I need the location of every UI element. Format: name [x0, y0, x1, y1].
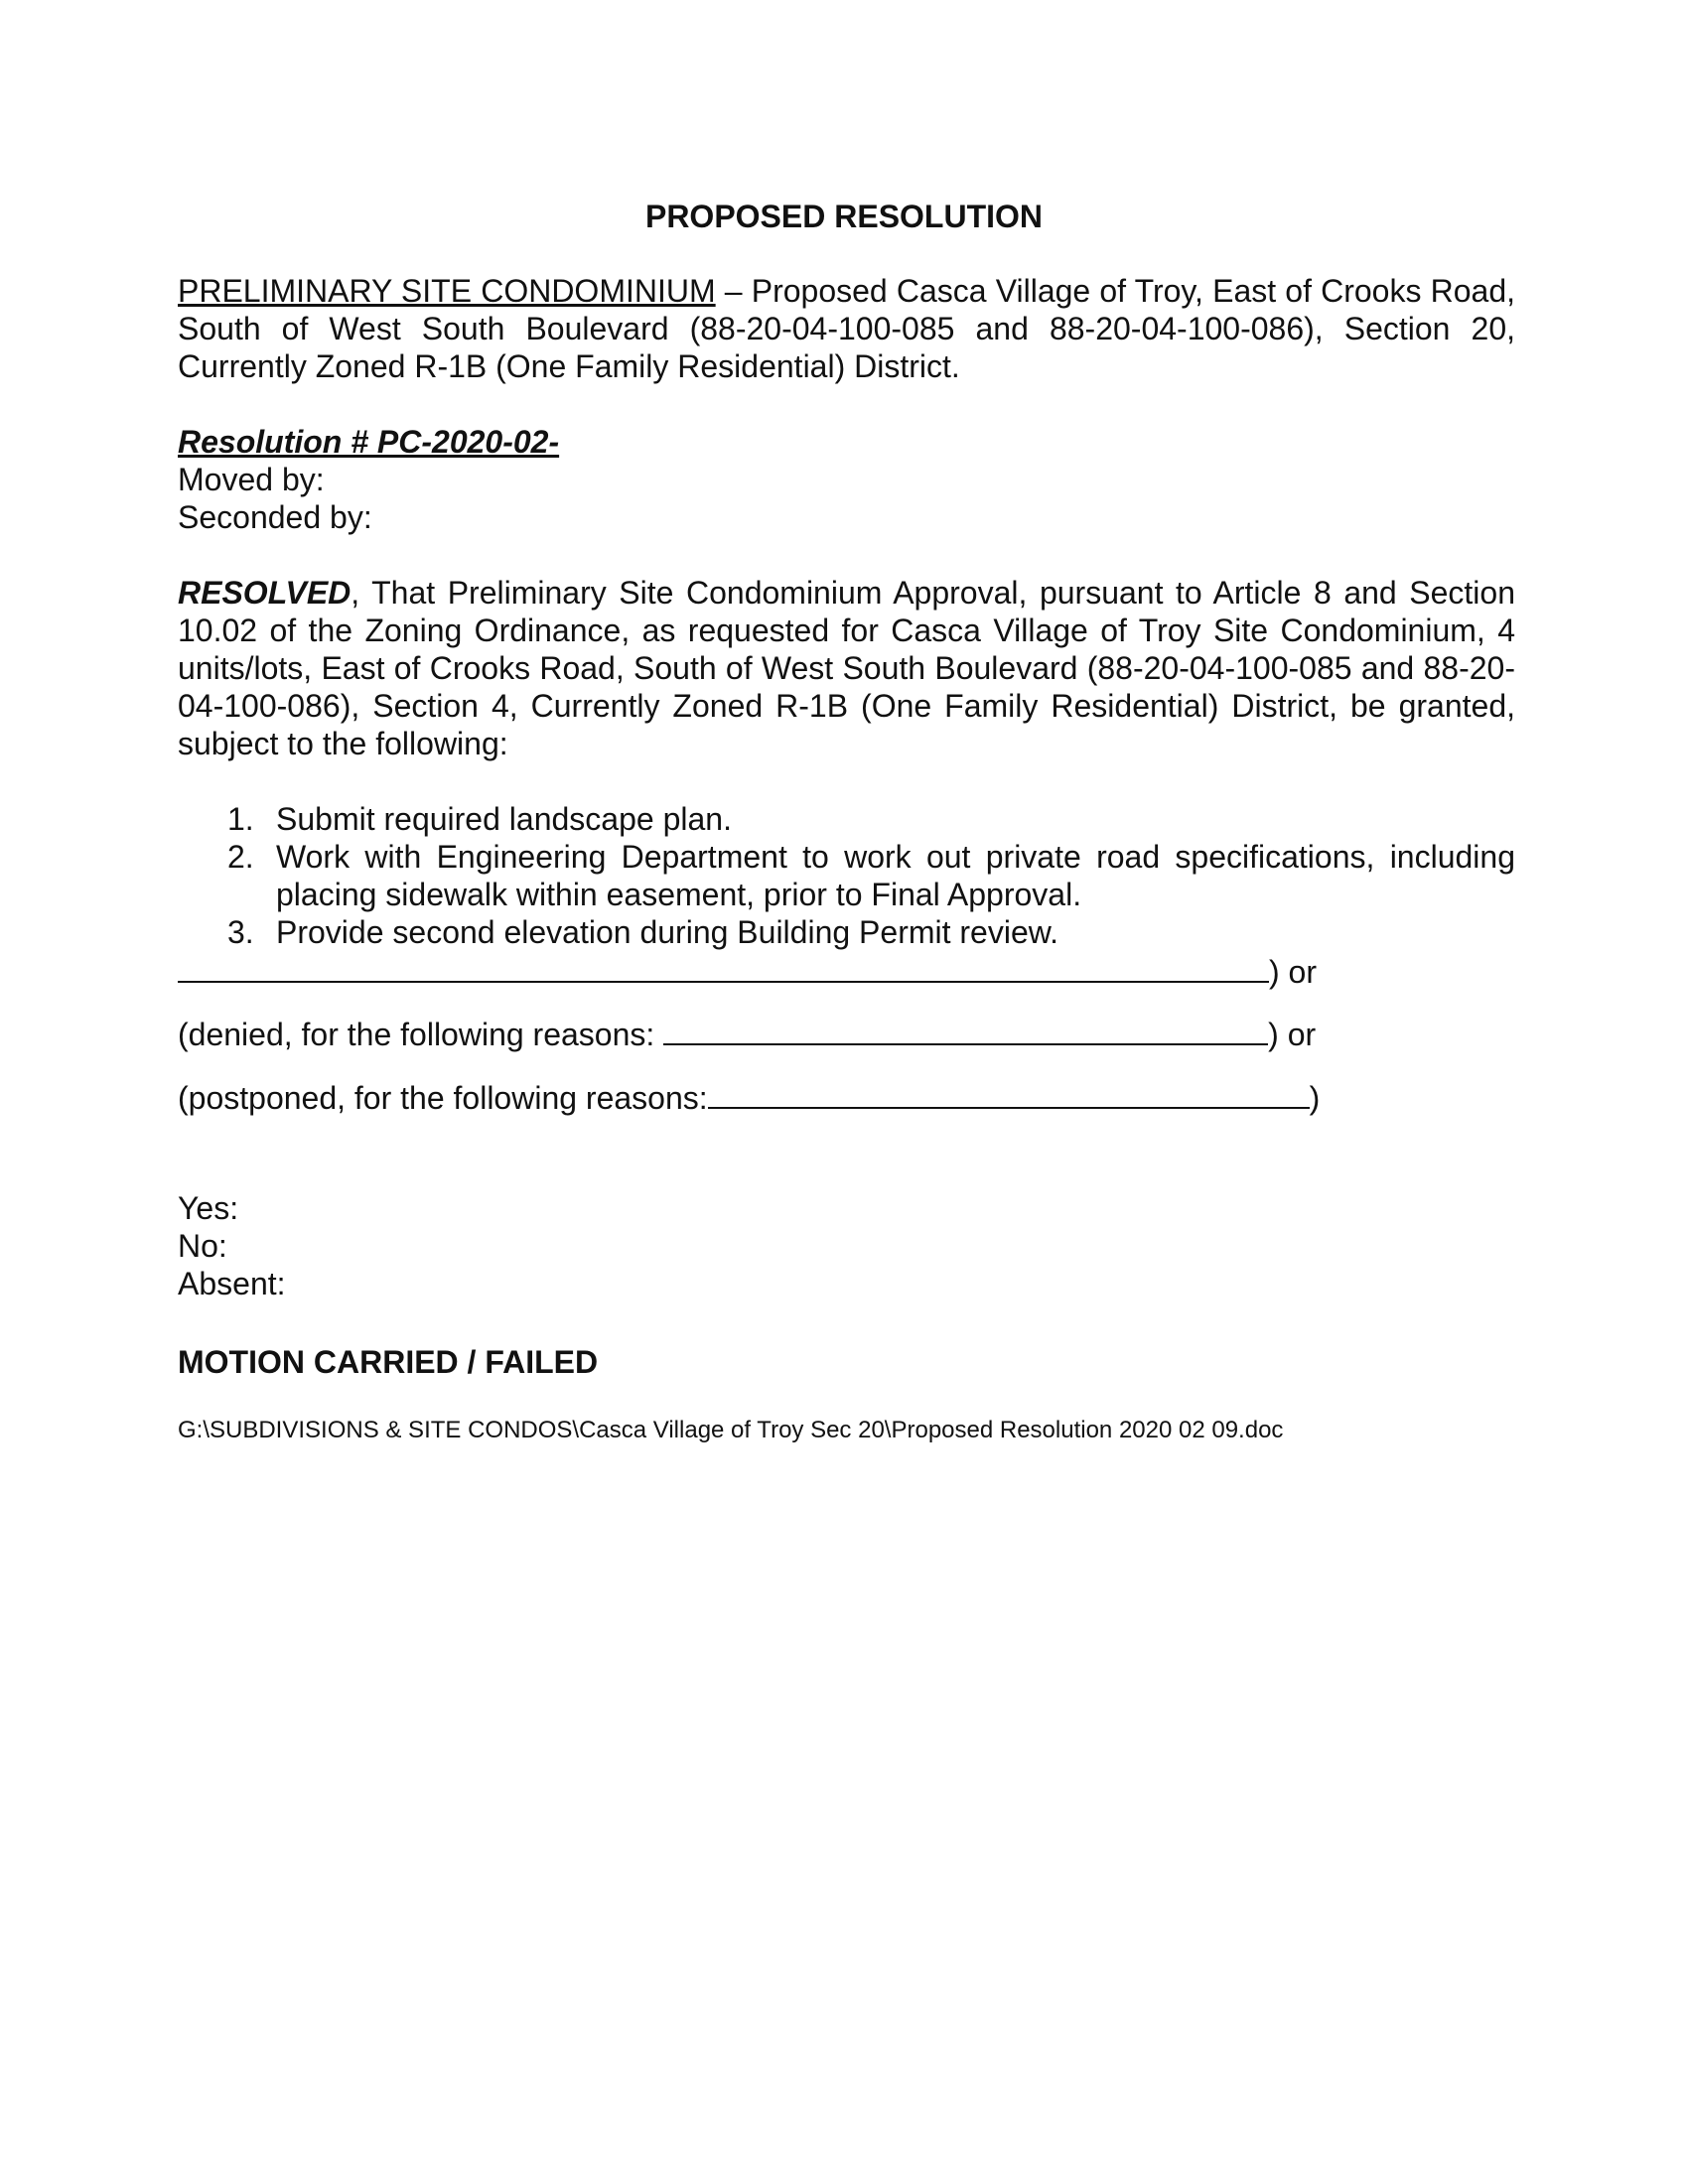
- denied-suffix: ) or: [1268, 1017, 1317, 1052]
- vote-no-label: No:: [178, 1228, 227, 1264]
- vote-yes-label: Yes:: [178, 1190, 239, 1226]
- moved-by-label: Moved by:: [178, 462, 325, 497]
- document-title: PROPOSED RESOLUTION: [644, 199, 1044, 234]
- postponed-label: (postponed, for the following reasons:: [178, 1080, 708, 1116]
- conditions-list: [178, 800, 1515, 951]
- denied-line: [178, 1014, 1316, 1053]
- seconded-by-label: Seconded by:: [178, 499, 372, 535]
- intro-label: PRELIMINARY SITE CONDOMINIUM: [178, 273, 716, 309]
- resolved-keyword: RESOLVED: [178, 575, 352, 611]
- approved-suffix: ) or: [1269, 954, 1317, 990]
- vote-block: [178, 1189, 1515, 1302]
- intro-paragraph: [178, 272, 1515, 385]
- condition-number: 2.: [227, 839, 254, 875]
- resolved-paragraph: [178, 574, 1515, 762]
- approved-line: [178, 951, 1317, 991]
- file-path: G:\SUBDIVISIONS & SITE CONDOS\Casca Village of Troy Sec 20\Proposed Resolution 2020 02 09.doc: [178, 1417, 1284, 1443]
- condition-number: 3.: [227, 914, 254, 950]
- vote-absent-label: Absent:: [178, 1266, 286, 1301]
- approved-blank[interactable]: [178, 951, 1269, 983]
- condition-text: Submit required landscape plan.: [276, 801, 732, 837]
- postponed-line: [178, 1077, 1320, 1117]
- resolved-text: , That Preliminary Site Condominium Approval, pursuant to Article 8 and Section 10.02 of the Zoning Ordinance, as requested for Casca Village of Troy Site Condominium, 4 units/lots, East of Crooks Road, South of West South Boulevard (88-20-04-100-085 and 88-20-04-100-086), Section 4, Currently Zoned R-1B (One Family Residential) District, be granted, subject to the following:: [178, 575, 1515, 761]
- condition-text: Provide second elevation during Building Permit review.: [276, 914, 1058, 950]
- list-item: [178, 838, 1515, 913]
- condition-number: 1.: [227, 801, 254, 837]
- condition-text: Work with Engineering Department to work out private road specifications, including placing sidewalk within easement, prior to Final Approval.: [276, 839, 1515, 912]
- denied-blank[interactable]: [663, 1014, 1268, 1045]
- resolution-header: [178, 423, 1515, 536]
- postponed-suffix: ): [1309, 1080, 1321, 1116]
- denied-label: (denied, for the following reasons:: [178, 1017, 664, 1052]
- list-item: [178, 913, 1515, 951]
- postponed-blank[interactable]: [708, 1077, 1310, 1109]
- motion-result: MOTION CARRIED / FAILED: [178, 1344, 599, 1380]
- list-item: [178, 800, 1515, 838]
- intro-text: – Proposed Casca Village of Troy, East of Crooks Road, South of West South Boulevard (88-20-04-100-085 and 88-20-04-100-086), Section 20, Currently Zoned R-1B (One Family Residential) District.: [178, 273, 1516, 384]
- resolution-number: Resolution # PC-2020-02-: [178, 424, 560, 460]
